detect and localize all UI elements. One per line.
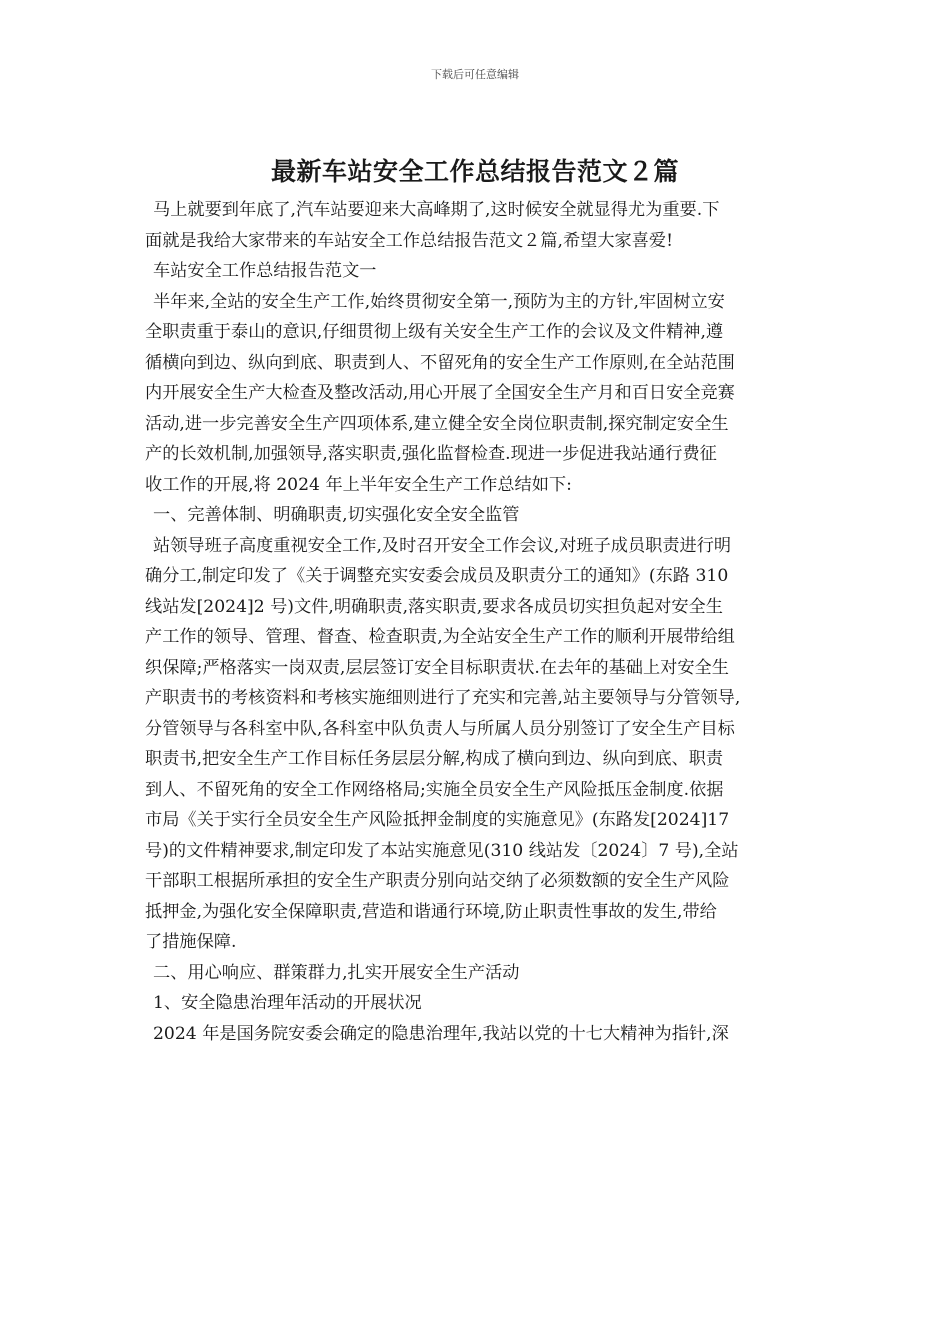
- text-line: 号)的文件精神要求,制定印发了本站实施意见(310 线站发〔2024〕7 号),全站: [145, 840, 739, 861]
- text-line: 到人、不留死角的安全工作网络格局;实施全员安全生产风险抵压金制度.依据: [145, 779, 724, 800]
- document-body: [145, 195, 810, 1049]
- text-line: 内开展安全生产大检查及整改活动,用心开展了全国安全生产月和百日安全竞赛: [145, 383, 735, 403]
- text-line: 2024 年是国务院安委会确定的隐患治理年,我站以党的十七大精神为指针,深: [153, 1023, 729, 1044]
- text-line: 马上就要到年底了,汽车站要迎来大高峰期了,这时候安全就显得尤为重要.下: [153, 200, 720, 220]
- text-line: 一、完善体制、明确职责,切实强化安全安全监管: [153, 505, 520, 525]
- text-line: 了措施保障.: [145, 932, 237, 952]
- text-line: 全职责重于泰山的意识,仔细贯彻上级有关安全生产工作的会议及文件精神,遵: [145, 322, 724, 342]
- header-note: 下载后可任意编辑: [431, 68, 519, 81]
- text-line: 织保障;严格落实一岗双责,层层签订安全目标职责状.在去年的基础上对安全生: [145, 657, 729, 678]
- text-line: 抵押金,为强化安全保障职责,营造和谐通行环境,防止职责性事故的发生,带给: [145, 901, 717, 922]
- text-line: 产职责书的考核资料和考核实施细则进行了充实和完善,站主要领导与分管领导,: [145, 688, 741, 708]
- text-line: 站领导班子高度重视安全工作,及时召开安全工作会议,对班子成员职责进行明: [153, 535, 732, 556]
- text-line: 确分工,制定印发了《关于调整充实安委会成员及职责分工的通知》(东路 310: [145, 566, 729, 586]
- text-line: 产的长效机制,加强领导,落实职责,强化监督检查.现进一步促进我站通行费征: [145, 444, 717, 464]
- text-line: 车站安全工作总结报告范文一: [153, 261, 377, 281]
- text-line: 产工作的领导、管理、督查、检查职责,为全站安全生产工作的顺利开展带给组: [145, 627, 735, 647]
- text-line: 1、安全隐患治理年活动的开展状况: [153, 993, 422, 1013]
- text-line: 二、用心响应、群策群力,扎实开展安全生产活动: [153, 962, 520, 983]
- text-line: 市局《关于实行全员安全生产风险抵押金制度的实施意见》(东路发[2024]17: [145, 810, 730, 830]
- text-line: 活动,进一步完善安全生产四项体系,建立健全安全岗位职责制,探究制定安全生: [145, 413, 729, 434]
- text-line: 半年来,全站的安全生产工作,始终贯彻安全第一,预防为主的方针,牢固树立安: [153, 291, 725, 312]
- text-line: 职责书,把安全生产工作目标任务层层分解,构成了横向到边、纵向到底、职责: [145, 749, 724, 769]
- text-line: 面就是我给大家带来的车站安全工作总结报告范文２篇,希望大家喜爱!: [145, 230, 673, 251]
- text-line: 线站发[2024]2 号)文件,明确职责,落实职责,要求各成员切实担负起对安全生: [145, 596, 723, 617]
- text-line: 分管领导与各科室中队,各科室中队负责人与所属人员分别签订了安全生产目标: [145, 718, 735, 739]
- document-title: 最新车站安全工作总结报告范文２篇: [270, 157, 679, 186]
- text-line: 干部职工根据所承担的安全生产职责分别向站交纳了必须数额的安全生产风险: [145, 871, 730, 891]
- text-line: 收工作的开展,将 2024 年上半年安全生产工作总结如下:: [145, 474, 572, 495]
- text-line: 循横向到边、纵向到底、职责到人、不留死角的安全生产工作原则,在全站范围: [145, 352, 735, 373]
